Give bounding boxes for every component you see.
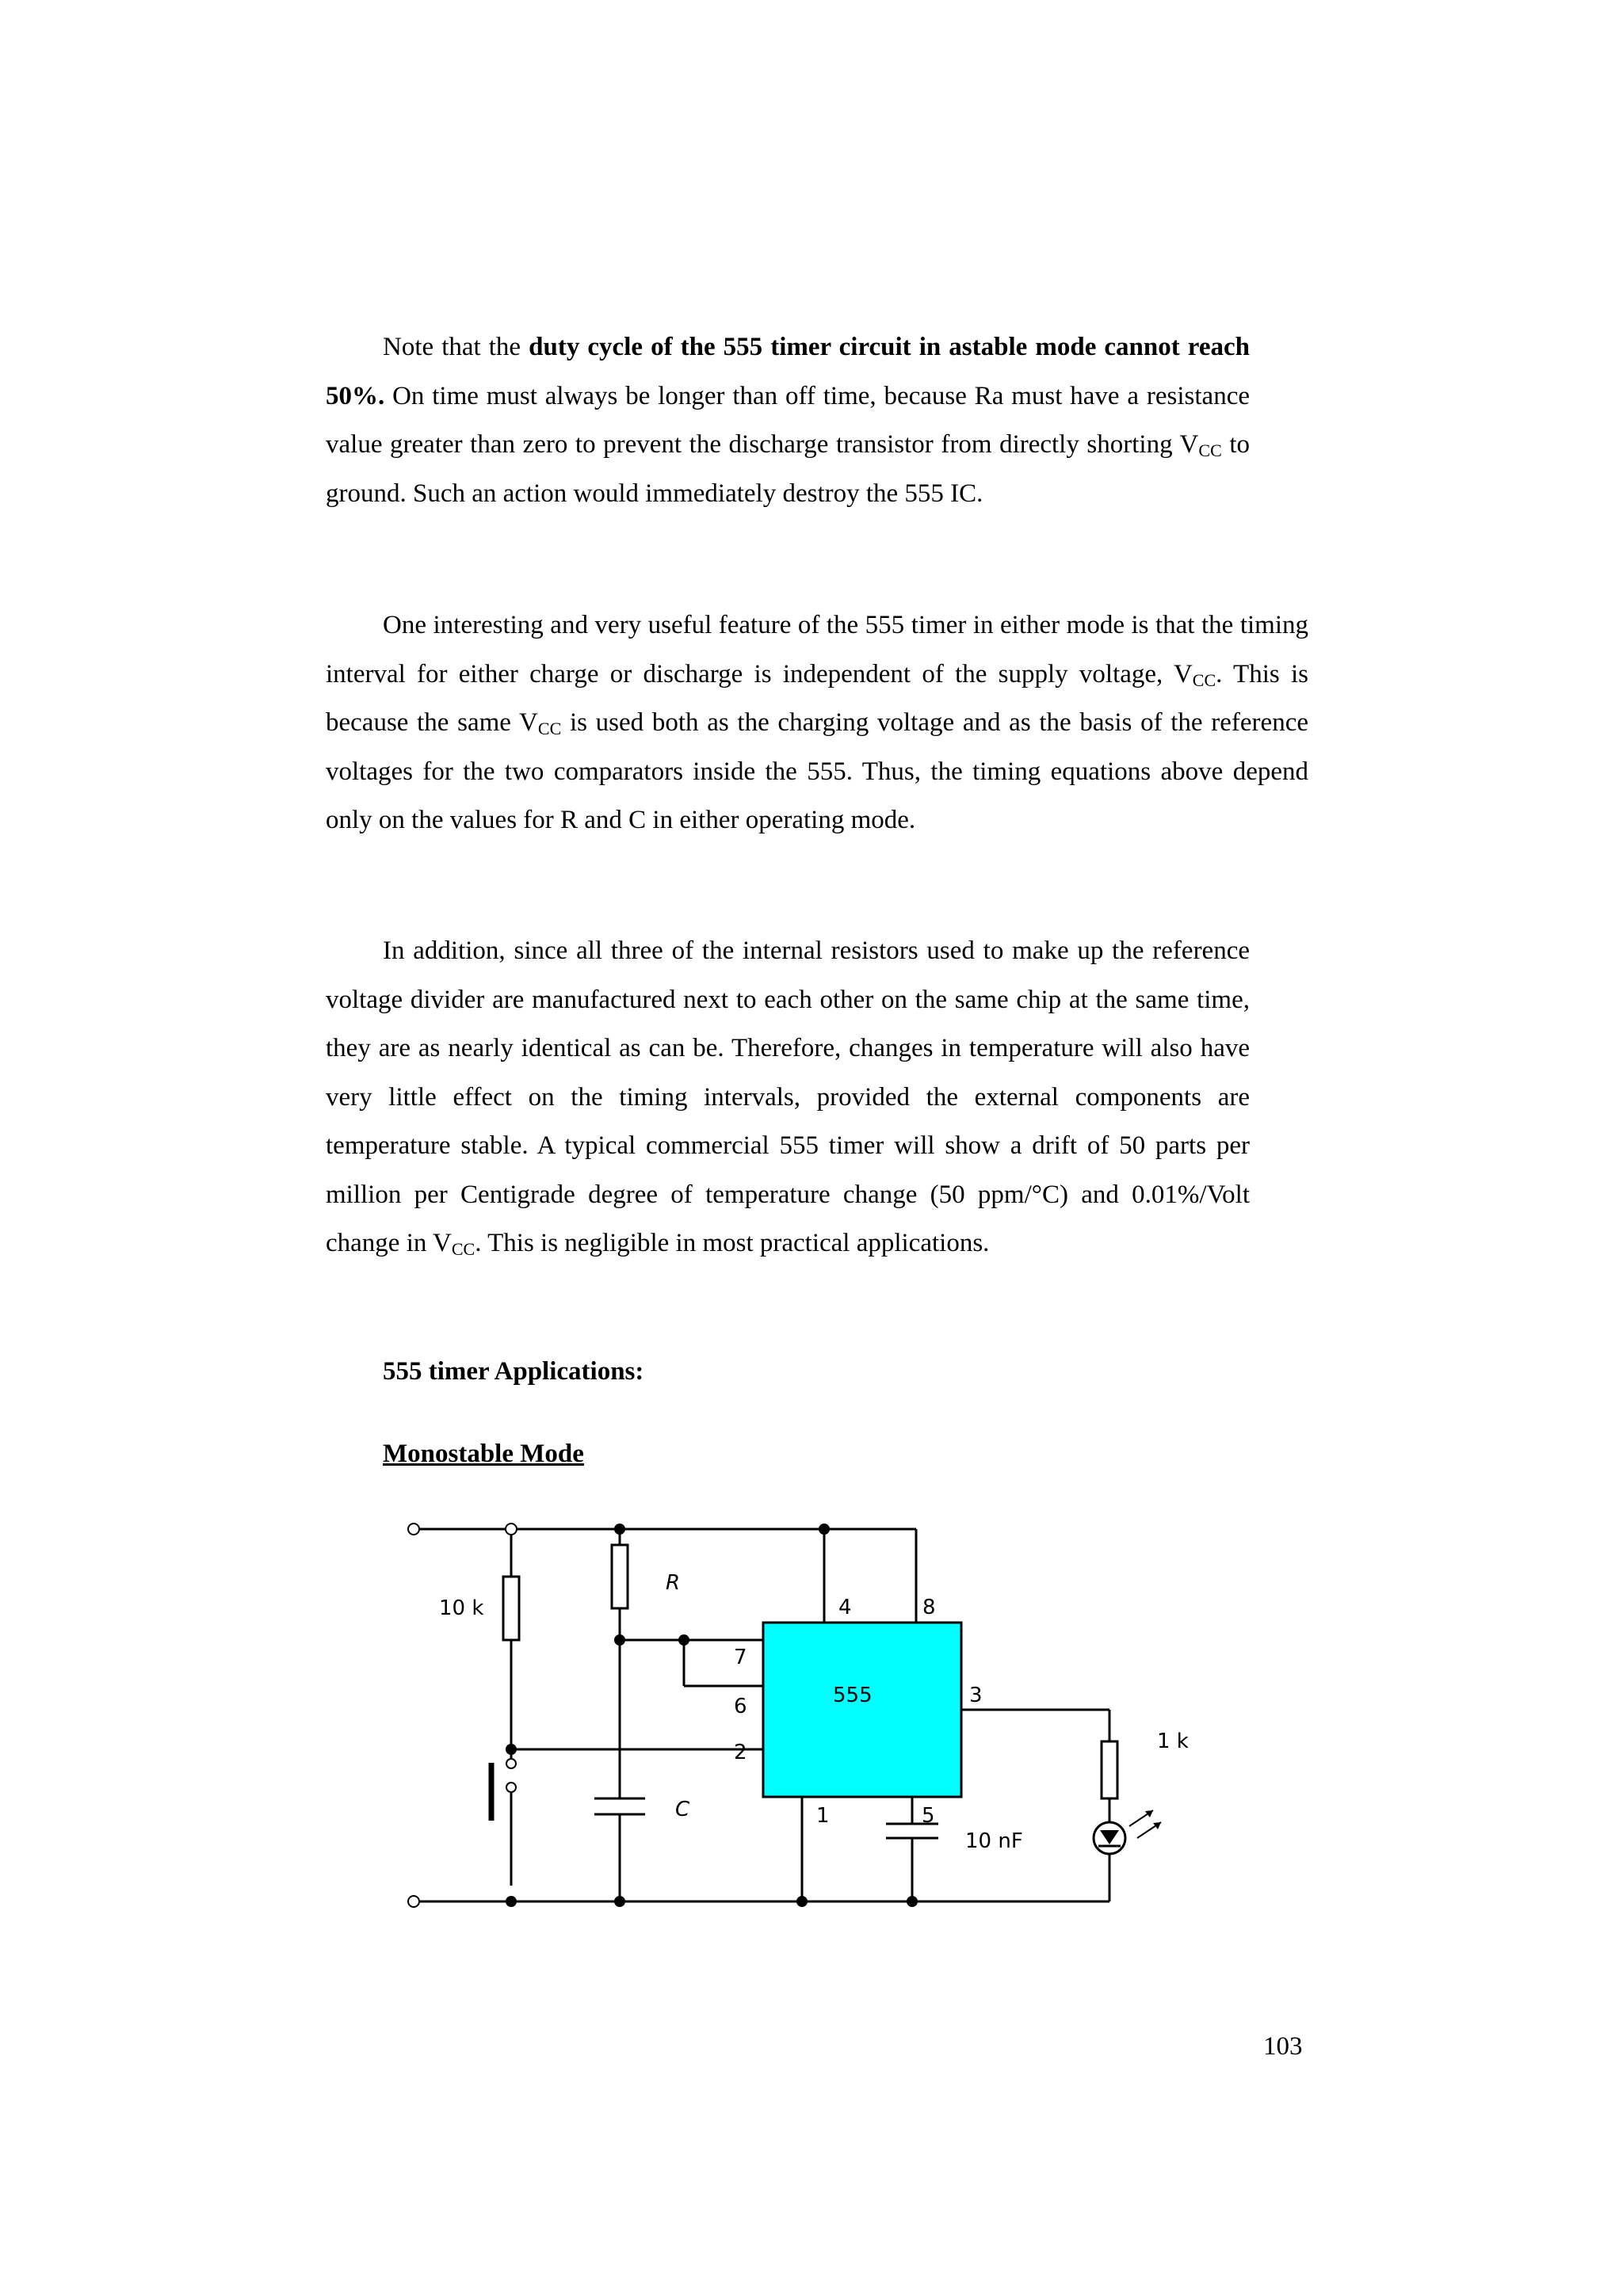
page-number: 103 [1263, 2032, 1303, 2061]
p1-intro: Note that the [383, 333, 529, 361]
led-icon [1094, 1810, 1161, 1854]
capacitor-c-label: C [675, 1798, 690, 1821]
paragraph-duty-cycle [326, 323, 1250, 518]
resistor-r-icon [612, 1545, 628, 1608]
pin-3-label: 3 [969, 1684, 983, 1707]
p2-text-b: . This is because the same V [326, 659, 1308, 737]
section-heading-applications: 555 timer Applications: [383, 1357, 644, 1386]
p1-bold-statement: duty cycle of the 555 timer circuit in astable mode cannot reach 50%. [326, 333, 1251, 410]
resistor-1k-label: 1 k [1157, 1730, 1189, 1753]
paragraph-temperature-stability [326, 927, 1250, 1268]
p2-text-a: One interesting and very useful feature of the 555 timer in either mode is that the timing interval for either charge or discharge is independent of the supply voltage, V [326, 611, 1308, 688]
p3-subscript: CC [451, 1239, 475, 1259]
pin-4-label: 4 [838, 1596, 852, 1619]
pin-7-label: 7 [734, 1646, 747, 1669]
pin-6-label: 6 [734, 1695, 747, 1718]
timer-555-chip [763, 1623, 961, 1797]
paragraph-supply-independence [326, 601, 1308, 845]
terminal-top-icon [408, 1524, 419, 1535]
pin-1-label: 1 [816, 1804, 830, 1828]
resistor-1k-icon [1102, 1741, 1117, 1798]
p1-text-a: On time must always be longer than off time, because Ra must have a resistance value greater than zero to prevent the discharge transistor from directly shorting V [326, 381, 1250, 459]
p3-text-a: In addition, since all three of the internal resistors used to make up the reference voltage divider are manufactured next to each other on the same chip at the same time, they are as nearly identical as can be. Therefore, changes in temperature will also have very little effect on the timing intervals, provided the external components are temperature stable. A typical commercial 555 timer will show a drift of 50 parts per million per Centigrade degree of temperature change (50 ppm/°C) and 0.01%/Volt change in V [326, 936, 1250, 1257]
push-button-switch-icon [491, 1759, 516, 1886]
terminals [408, 1524, 517, 1907]
pin-5-label: 5 [922, 1804, 935, 1828]
p3-text-b: . This is negligible in most practical applications. [475, 1229, 990, 1257]
p1-text-b: to ground. Such an action would immediately destroy the 555 IC. [326, 430, 1251, 508]
pin-2-label: 2 [734, 1741, 747, 1764]
terminal-bottom-icon [408, 1896, 419, 1907]
p1-subscript: CC [1198, 441, 1222, 460]
chip-label: 555 [833, 1684, 873, 1707]
resistor-r-label: R [666, 1571, 681, 1595]
resistor-10k-label: 10 k [439, 1596, 484, 1620]
resistor-10k-icon [503, 1577, 519, 1640]
subsection-heading-monostable: Monostable Mode [383, 1440, 584, 1468]
capacitor-c-icon [594, 1798, 645, 1814]
p2-text-c: is used both as the charging voltage and as the basis of the reference voltages for the two comparators inside the 555. Thus, the timing equations above depend only on the values for R and C in either operating mode. [326, 708, 1308, 834]
pin-8-label: 8 [922, 1596, 936, 1619]
monostable-circuit-diagram [396, 1505, 1236, 1925]
node-open-icon [506, 1524, 517, 1535]
capacitor-10nf-label: 10 nF [965, 1829, 1023, 1853]
p2-subscript-a: CC [1192, 669, 1216, 690]
p2-subscript-b: CC [537, 719, 562, 738]
